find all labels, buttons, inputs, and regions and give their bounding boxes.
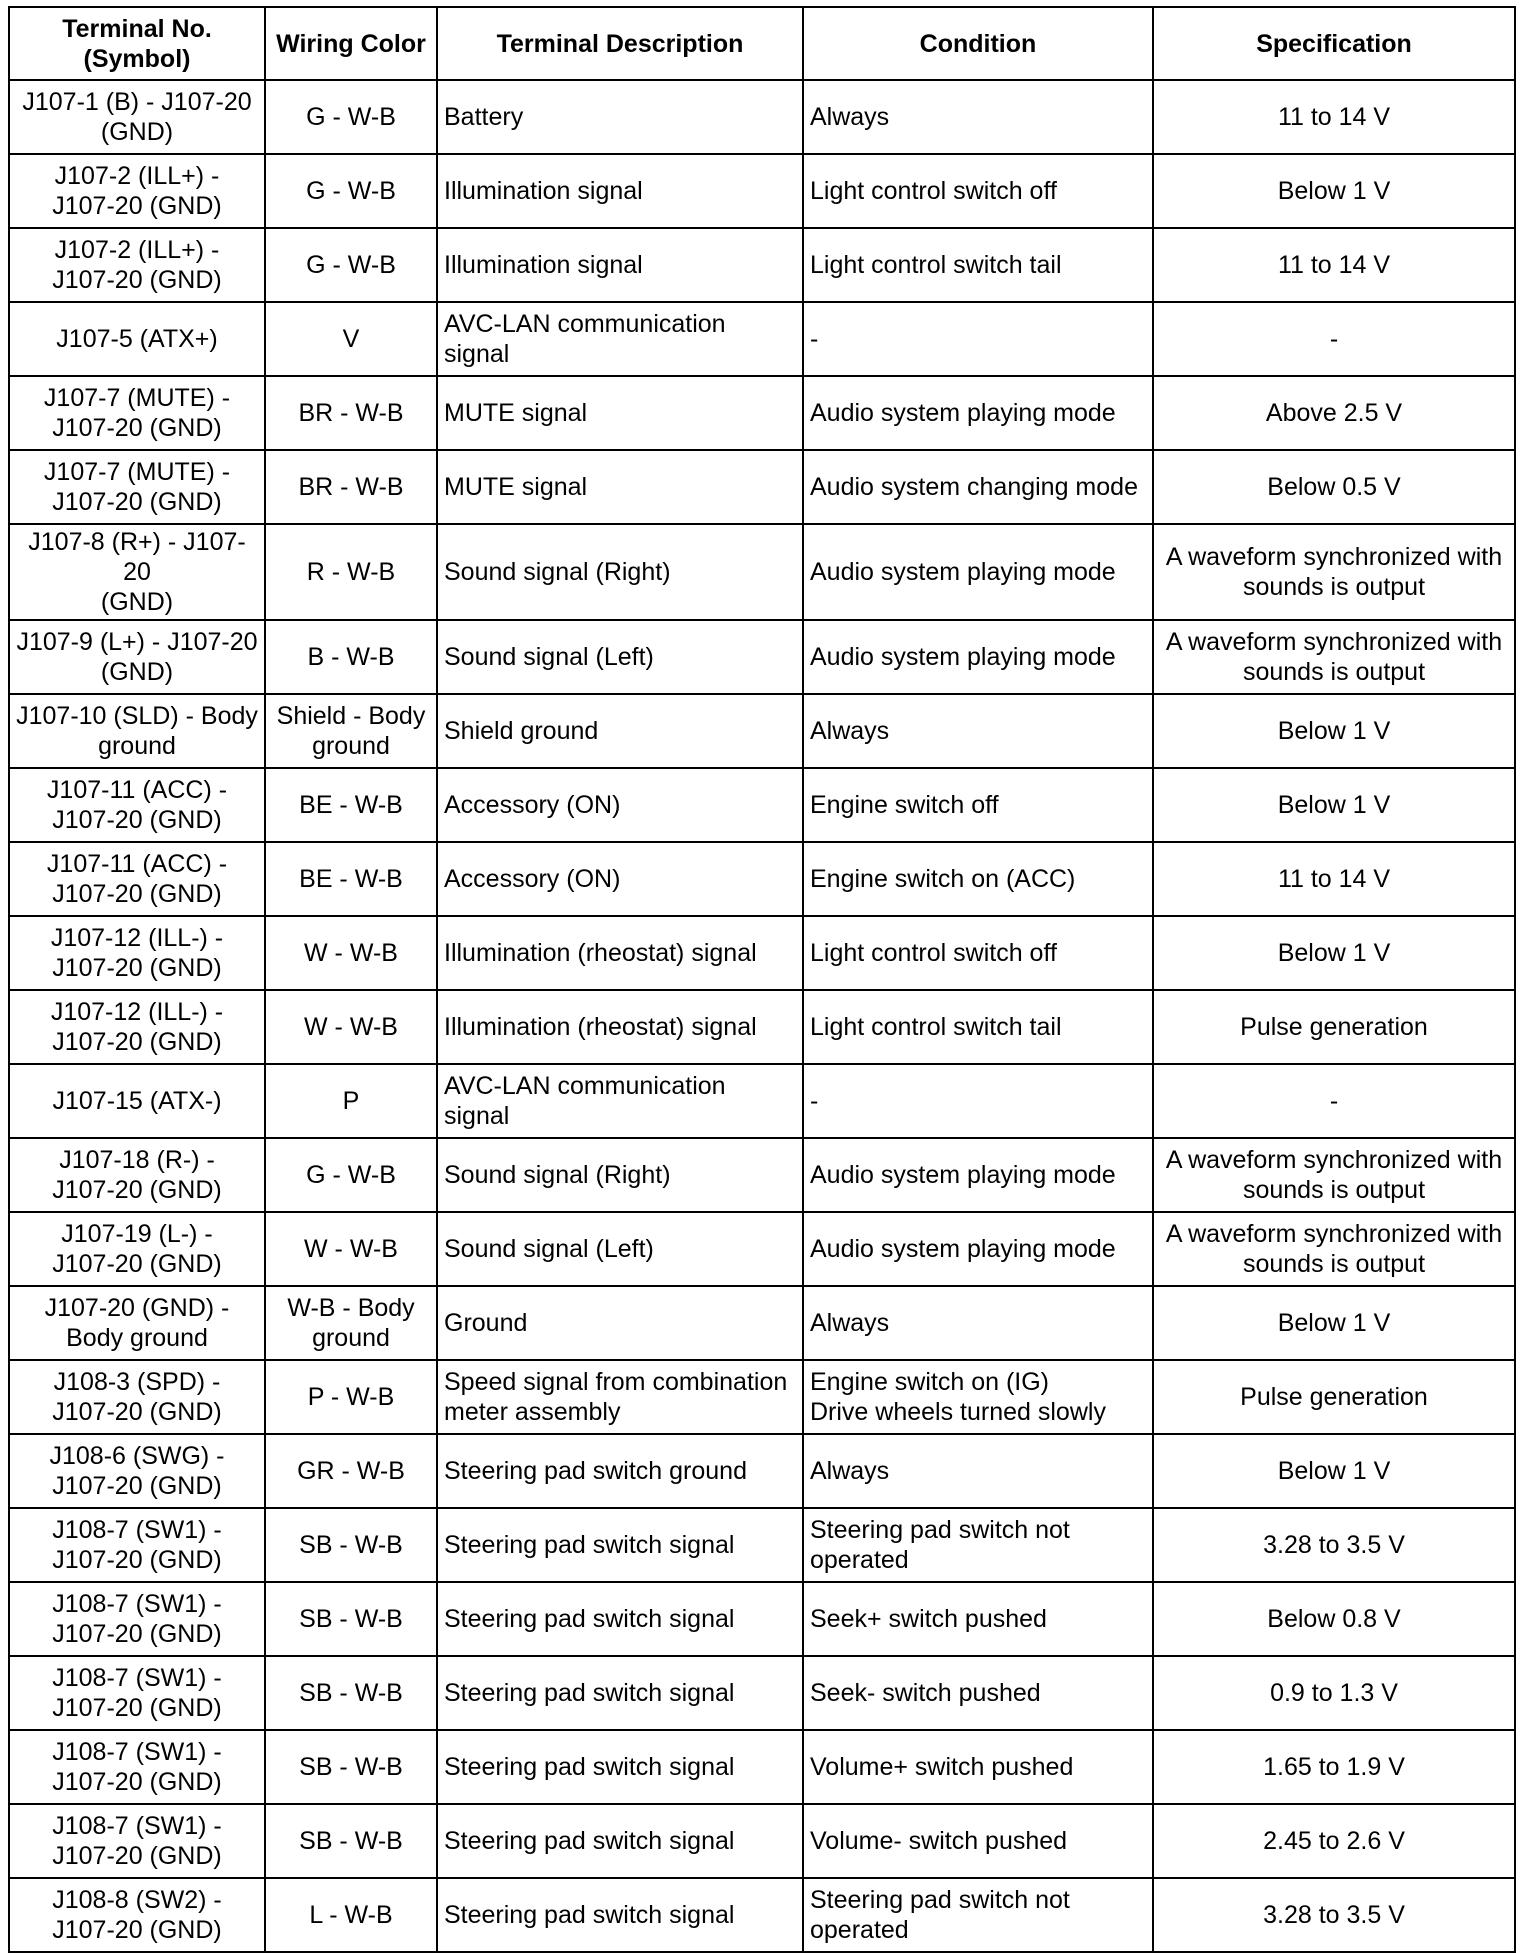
header-condition: Condition xyxy=(803,7,1153,80)
cell-specification: 1.65 to 1.9 V xyxy=(1153,1730,1515,1804)
cell-condition: Audio system playing mode xyxy=(803,1212,1153,1286)
cell-terminal-description: MUTE signal xyxy=(437,450,803,524)
cell-terminal-description: Speed signal from combination meter assembly xyxy=(437,1360,803,1434)
cell-terminal: J107-12 (ILL-) - J107-20 (GND) xyxy=(9,916,265,990)
cell-condition: Steering pad switch not operated xyxy=(803,1508,1153,1582)
cell-terminal-description: AVC-LAN communication signal xyxy=(437,1064,803,1138)
cell-terminal: J107-7 (MUTE) - J107-20 (GND) xyxy=(9,376,265,450)
cell-specification: Below 1 V xyxy=(1153,1434,1515,1508)
cell-wiring-color: V xyxy=(265,302,437,376)
table-header xyxy=(9,7,1515,80)
header-specification: Specification xyxy=(1153,7,1515,80)
cell-terminal: J107-2 (ILL+) - J107-20 (GND) xyxy=(9,228,265,302)
table-row xyxy=(9,1434,1515,1508)
cell-terminal-description: Steering pad switch signal xyxy=(437,1582,803,1656)
cell-terminal: J108-7 (SW1) - J107-20 (GND) xyxy=(9,1582,265,1656)
cell-terminal: J107-11 (ACC) - J107-20 (GND) xyxy=(9,842,265,916)
table-row xyxy=(9,524,1515,620)
cell-terminal: J108-3 (SPD) - J107-20 (GND) xyxy=(9,1360,265,1434)
cell-wiring-color: SB - W-B xyxy=(265,1730,437,1804)
cell-terminal-description: Illumination signal xyxy=(437,228,803,302)
cell-terminal-description: Ground xyxy=(437,1286,803,1360)
cell-wiring-color: G - W-B xyxy=(265,1138,437,1212)
cell-condition: Audio system playing mode xyxy=(803,620,1153,694)
table-row xyxy=(9,1138,1515,1212)
header-row xyxy=(9,7,1515,80)
cell-specification: 11 to 14 V xyxy=(1153,842,1515,916)
cell-condition: - xyxy=(803,302,1153,376)
cell-terminal: J108-7 (SW1) - J107-20 (GND) xyxy=(9,1656,265,1730)
cell-condition: Engine switch on (ACC) xyxy=(803,842,1153,916)
table-row xyxy=(9,1064,1515,1138)
cell-specification: Below 1 V xyxy=(1153,694,1515,768)
table-row xyxy=(9,916,1515,990)
cell-wiring-color: R - W-B xyxy=(265,524,437,620)
cell-wiring-color: W-B - Body ground xyxy=(265,1286,437,1360)
table-row xyxy=(9,228,1515,302)
cell-wiring-color: GR - W-B xyxy=(265,1434,437,1508)
cell-specification: 11 to 14 V xyxy=(1153,228,1515,302)
table-row xyxy=(9,450,1515,524)
terminal-spec-table xyxy=(8,6,1516,1953)
table-row xyxy=(9,1212,1515,1286)
cell-terminal: J107-5 (ATX+) xyxy=(9,302,265,376)
cell-wiring-color: G - W-B xyxy=(265,154,437,228)
cell-condition: Light control switch off xyxy=(803,916,1153,990)
cell-condition: Audio system playing mode xyxy=(803,376,1153,450)
cell-terminal-description: Steering pad switch signal xyxy=(437,1804,803,1878)
cell-wiring-color: BR - W-B xyxy=(265,450,437,524)
cell-condition: Audio system playing mode xyxy=(803,524,1153,620)
cell-terminal: J108-7 (SW1) - J107-20 (GND) xyxy=(9,1804,265,1878)
cell-terminal-description: Battery xyxy=(437,80,803,154)
cell-wiring-color: B - W-B xyxy=(265,620,437,694)
cell-condition: Seek+ switch pushed xyxy=(803,1582,1153,1656)
cell-specification: 3.28 to 3.5 V xyxy=(1153,1508,1515,1582)
cell-specification: Below 1 V xyxy=(1153,916,1515,990)
cell-specification: A waveform synchronized with sounds is output xyxy=(1153,620,1515,694)
header-wiring-color: Wiring Color xyxy=(265,7,437,80)
cell-terminal-description: Sound signal (Left) xyxy=(437,1212,803,1286)
cell-condition: Audio system changing mode xyxy=(803,450,1153,524)
cell-terminal: J108-7 (SW1) - J107-20 (GND) xyxy=(9,1730,265,1804)
cell-terminal: J107-15 (ATX-) xyxy=(9,1064,265,1138)
table-row xyxy=(9,768,1515,842)
cell-specification: 11 to 14 V xyxy=(1153,80,1515,154)
cell-terminal-description: Steering pad switch signal xyxy=(437,1878,803,1952)
cell-wiring-color: W - W-B xyxy=(265,990,437,1064)
table-row xyxy=(9,1508,1515,1582)
cell-terminal: J107-20 (GND) - Body ground xyxy=(9,1286,265,1360)
cell-specification: Below 1 V xyxy=(1153,154,1515,228)
cell-terminal-description: Sound signal (Right) xyxy=(437,524,803,620)
header-terminal-description: Terminal Description xyxy=(437,7,803,80)
cell-terminal: J107-10 (SLD) - Body ground xyxy=(9,694,265,768)
cell-terminal-description: Steering pad switch signal xyxy=(437,1730,803,1804)
cell-specification: 0.9 to 1.3 V xyxy=(1153,1656,1515,1730)
cell-specification: Above 2.5 V xyxy=(1153,376,1515,450)
cell-specification: Below 0.5 V xyxy=(1153,450,1515,524)
cell-condition: Light control switch tail xyxy=(803,990,1153,1064)
cell-terminal: J107-8 (R+) - J107-20 (GND) xyxy=(9,524,265,620)
table-row xyxy=(9,620,1515,694)
cell-terminal-description: Accessory (ON) xyxy=(437,842,803,916)
table-row xyxy=(9,990,1515,1064)
cell-terminal-description: Accessory (ON) xyxy=(437,768,803,842)
cell-wiring-color: W - W-B xyxy=(265,1212,437,1286)
cell-condition: Seek- switch pushed xyxy=(803,1656,1153,1730)
table-row xyxy=(9,1582,1515,1656)
cell-terminal-description: Steering pad switch ground xyxy=(437,1434,803,1508)
table-row xyxy=(9,1804,1515,1878)
cell-terminal-description: MUTE signal xyxy=(437,376,803,450)
header-terminal-no: Terminal No. (Symbol) xyxy=(9,7,265,80)
cell-terminal-description: Illumination (rheostat) signal xyxy=(437,990,803,1064)
cell-wiring-color: W - W-B xyxy=(265,916,437,990)
cell-wiring-color: G - W-B xyxy=(265,228,437,302)
cell-wiring-color: BR - W-B xyxy=(265,376,437,450)
cell-terminal-description: Steering pad switch signal xyxy=(437,1656,803,1730)
cell-terminal-description: Sound signal (Left) xyxy=(437,620,803,694)
cell-specification: A waveform synchronized with sounds is output xyxy=(1153,1212,1515,1286)
cell-terminal-description: AVC-LAN communication signal xyxy=(437,302,803,376)
cell-wiring-color: BE - W-B xyxy=(265,768,437,842)
cell-terminal: J108-8 (SW2) - J107-20 (GND) xyxy=(9,1878,265,1952)
table-row xyxy=(9,842,1515,916)
cell-terminal: J108-7 (SW1) - J107-20 (GND) xyxy=(9,1508,265,1582)
cell-condition: Light control switch tail xyxy=(803,228,1153,302)
cell-wiring-color: Shield - Body ground xyxy=(265,694,437,768)
cell-condition: Steering pad switch not operated xyxy=(803,1878,1153,1952)
cell-specification: A waveform synchronized with sounds is output xyxy=(1153,524,1515,620)
cell-condition: Always xyxy=(803,1286,1153,1360)
cell-wiring-color: BE - W-B xyxy=(265,842,437,916)
cell-terminal: J107-1 (B) - J107-20 (GND) xyxy=(9,80,265,154)
table-row xyxy=(9,1656,1515,1730)
cell-terminal: J107-2 (ILL+) - J107-20 (GND) xyxy=(9,154,265,228)
cell-specification: Pulse generation xyxy=(1153,990,1515,1064)
cell-specification: Pulse generation xyxy=(1153,1360,1515,1434)
cell-terminal: J107-18 (R-) - J107-20 (GND) xyxy=(9,1138,265,1212)
table-row xyxy=(9,1878,1515,1952)
cell-specification: - xyxy=(1153,1064,1515,1138)
cell-condition: Audio system playing mode xyxy=(803,1138,1153,1212)
table-body xyxy=(9,80,1515,1952)
cell-wiring-color: SB - W-B xyxy=(265,1508,437,1582)
cell-condition: Always xyxy=(803,80,1153,154)
table-row xyxy=(9,694,1515,768)
cell-terminal-description: Shield ground xyxy=(437,694,803,768)
cell-specification: Below 1 V xyxy=(1153,768,1515,842)
cell-wiring-color: P xyxy=(265,1064,437,1138)
cell-condition: Volume- switch pushed xyxy=(803,1804,1153,1878)
table-row xyxy=(9,1360,1515,1434)
cell-terminal-description: Illumination (rheostat) signal xyxy=(437,916,803,990)
table-row xyxy=(9,80,1515,154)
cell-wiring-color: G - W-B xyxy=(265,80,437,154)
cell-specification: Below 1 V xyxy=(1153,1286,1515,1360)
cell-terminal: J107-7 (MUTE) - J107-20 (GND) xyxy=(9,450,265,524)
cell-wiring-color: SB - W-B xyxy=(265,1804,437,1878)
table-row xyxy=(9,154,1515,228)
cell-wiring-color: SB - W-B xyxy=(265,1582,437,1656)
cell-condition: Always xyxy=(803,694,1153,768)
cell-terminal: J107-9 (L+) - J107-20 (GND) xyxy=(9,620,265,694)
cell-condition: Light control switch off xyxy=(803,154,1153,228)
table-row xyxy=(9,1730,1515,1804)
cell-terminal: J107-12 (ILL-) - J107-20 (GND) xyxy=(9,990,265,1064)
cell-terminal: J108-6 (SWG) - J107-20 (GND) xyxy=(9,1434,265,1508)
cell-wiring-color: P - W-B xyxy=(265,1360,437,1434)
cell-condition: - xyxy=(803,1064,1153,1138)
cell-condition: Engine switch off xyxy=(803,768,1153,842)
cell-terminal-description: Sound signal (Right) xyxy=(437,1138,803,1212)
cell-terminal: J107-11 (ACC) - J107-20 (GND) xyxy=(9,768,265,842)
cell-specification: 3.28 to 3.5 V xyxy=(1153,1878,1515,1952)
cell-specification: Below 0.8 V xyxy=(1153,1582,1515,1656)
table-row xyxy=(9,302,1515,376)
cell-condition: Volume+ switch pushed xyxy=(803,1730,1153,1804)
cell-condition: Engine switch on (IG) Drive wheels turned slowly xyxy=(803,1360,1153,1434)
cell-specification: 2.45 to 2.6 V xyxy=(1153,1804,1515,1878)
table-row xyxy=(9,1286,1515,1360)
cell-specification: A waveform synchronized with sounds is output xyxy=(1153,1138,1515,1212)
cell-wiring-color: L - W-B xyxy=(265,1878,437,1952)
cell-wiring-color: SB - W-B xyxy=(265,1656,437,1730)
cell-condition: Always xyxy=(803,1434,1153,1508)
cell-terminal: J107-19 (L-) - J107-20 (GND) xyxy=(9,1212,265,1286)
cell-terminal-description: Steering pad switch signal xyxy=(437,1508,803,1582)
table-row xyxy=(9,376,1515,450)
cell-terminal-description: Illumination signal xyxy=(437,154,803,228)
cell-specification: - xyxy=(1153,302,1515,376)
